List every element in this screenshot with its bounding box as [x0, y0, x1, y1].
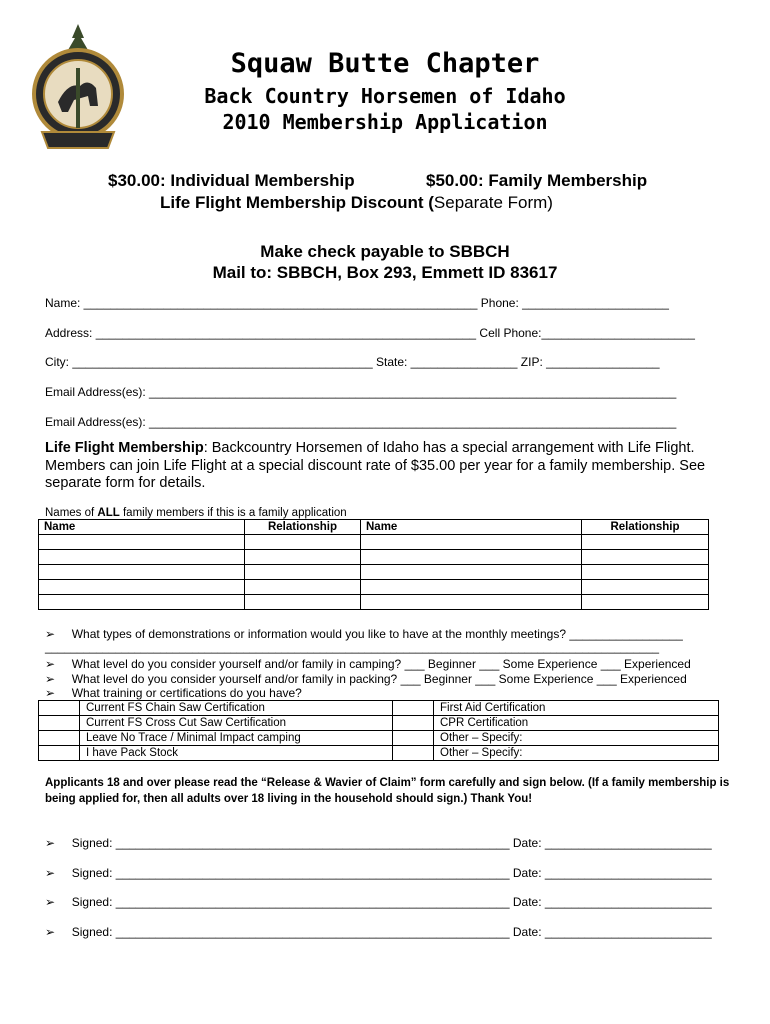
question-demonstrations-line[interactable]: ________________________________________________________________________________________________	[45, 642, 659, 654]
cert-checkbox[interactable]	[393, 731, 434, 746]
signature-line-text: Signed: ___________________________________________________________ Date: _________________________	[71, 866, 712, 880]
header-relationship-1: Relationship	[245, 520, 361, 535]
cert-checkbox[interactable]	[39, 716, 80, 731]
individual-fee: $30.00: Individual Membership	[108, 171, 355, 190]
cert-label: I have Pack Stock	[80, 746, 393, 761]
signature-line-text: Signed: ___________________________________________________________ Date: _________________________	[71, 836, 712, 850]
cert-checkbox[interactable]	[393, 746, 434, 761]
table-row	[39, 701, 719, 716]
bullet-icon: ➢	[45, 866, 56, 880]
table-row	[39, 746, 719, 761]
cert-label: Leave No Trace / Minimal Impact camping	[80, 731, 393, 746]
table-row	[39, 716, 719, 731]
form-title: 2010 Membership Application	[222, 110, 548, 134]
cert-checkbox[interactable]	[39, 746, 80, 761]
chapter-title: Squaw Butte Chapter	[230, 48, 540, 79]
cert-checkbox[interactable]	[39, 701, 80, 716]
question-training-text: What training or certifications do you have?	[71, 686, 302, 700]
question-demonstrations[interactable]	[45, 627, 683, 641]
mail-address: Mail to: SBBCH, Box 293, Emmett ID 83617	[212, 263, 558, 282]
cert-label: Current FS Cross Cut Saw Certification	[80, 716, 393, 731]
question-packing[interactable]	[45, 672, 687, 686]
table-row[interactable]	[39, 550, 709, 565]
organization-title: Back Country Horsemen of Idaho	[204, 84, 566, 108]
question-camping[interactable]	[45, 657, 691, 671]
life-flight-label: Life Flight Membership	[45, 440, 204, 456]
table-header-row	[39, 520, 709, 535]
header-relationship-2: Relationship	[582, 520, 709, 535]
name-phone-field[interactable]: Name: ___________________________________________________________ Phone: ______________________	[45, 296, 669, 310]
life-flight-discount-label: Life Flight Membership Discount (	[160, 193, 434, 212]
family-members-table	[38, 519, 709, 610]
life-flight-paragraph	[45, 440, 745, 493]
life-flight-discount	[160, 193, 553, 213]
life-flight-discount-note: Separate Form)	[433, 193, 553, 212]
question-camping-text: What level do you consider yourself and/or family in camping? ___ Beginner ___ Some Experience ___ Experienced	[71, 657, 691, 671]
cert-label: Other – Specify:	[434, 746, 719, 761]
address-cell-field[interactable]: Address: _________________________________________________________ Cell Phone:_______________________	[45, 326, 695, 340]
question-demonstrations-text: What types of demonstrations or information would you like to have at the monthly meetings? _________________	[71, 627, 683, 641]
certifications-table	[38, 700, 719, 761]
release-note: Applicants 18 and over please read the “Release & Wavier of Claim” form carefully and sign below. (If a family membership is being applied for, then all adults over 18 living in the household should sign.) Thank You!	[45, 777, 730, 805]
table-row[interactable]	[39, 580, 709, 595]
bullet-icon: ➢	[45, 627, 56, 641]
signature-line-text: Signed: ___________________________________________________________ Date: _________________________	[71, 895, 712, 909]
city-state-zip-field[interactable]: City: _____________________________________________ State: ________________ ZIP: _________________	[45, 355, 660, 369]
table-row[interactable]	[39, 565, 709, 580]
life-flight-text: : Backcountry Horsemen of Idaho has a special arrangement with Life Flight. Members can join Life Flight at a special discount rate of $35.00 per year for a family membership. See separate form for details.	[45, 440, 706, 491]
header-name-2: Name	[361, 520, 582, 535]
family-fee: $50.00: Family Membership	[426, 171, 648, 190]
signature-line[interactable]	[45, 925, 712, 939]
cert-label: First Aid Certification	[434, 701, 719, 716]
check-payable: Make check payable to SBBCH	[260, 242, 510, 261]
question-packing-text: What level do you consider yourself and/or family in packing? ___ Beginner ___ Some Experience ___ Experienced	[71, 672, 687, 686]
table-row[interactable]	[39, 595, 709, 610]
family-table-caption	[45, 507, 347, 519]
table-row	[39, 731, 719, 746]
header-name-1: Name	[39, 520, 245, 535]
email-field-2[interactable]: Email Address(es): _______________________________________________________________________________	[45, 415, 677, 429]
signature-line-text: Signed: ___________________________________________________________ Date: _________________________	[71, 925, 712, 939]
cert-checkbox[interactable]	[393, 701, 434, 716]
cert-label: CPR Certification	[434, 716, 719, 731]
bullet-icon: ➢	[45, 925, 56, 939]
caption-pre: Names of	[45, 507, 98, 519]
bullet-icon: ➢	[45, 895, 56, 909]
signature-line[interactable]	[45, 836, 712, 850]
signature-line[interactable]	[45, 895, 712, 909]
caption-post: family members if this is a family application	[119, 507, 347, 519]
chapter-logo-icon	[28, 22, 128, 156]
bullet-icon: ➢	[45, 836, 56, 850]
question-training	[45, 686, 302, 700]
signature-line[interactable]	[45, 866, 712, 880]
cert-checkbox[interactable]	[39, 731, 80, 746]
email-field-1[interactable]: Email Address(es): _______________________________________________________________________________	[45, 385, 677, 399]
cert-label: Current FS Chain Saw Certification	[80, 701, 393, 716]
bullet-icon: ➢	[45, 672, 56, 686]
bullet-icon: ➢	[45, 686, 56, 700]
table-row[interactable]	[39, 535, 709, 550]
caption-bold: ALL	[97, 507, 120, 519]
cert-checkbox[interactable]	[393, 716, 434, 731]
bullet-icon: ➢	[45, 657, 56, 671]
cert-label: Other – Specify:	[434, 731, 719, 746]
